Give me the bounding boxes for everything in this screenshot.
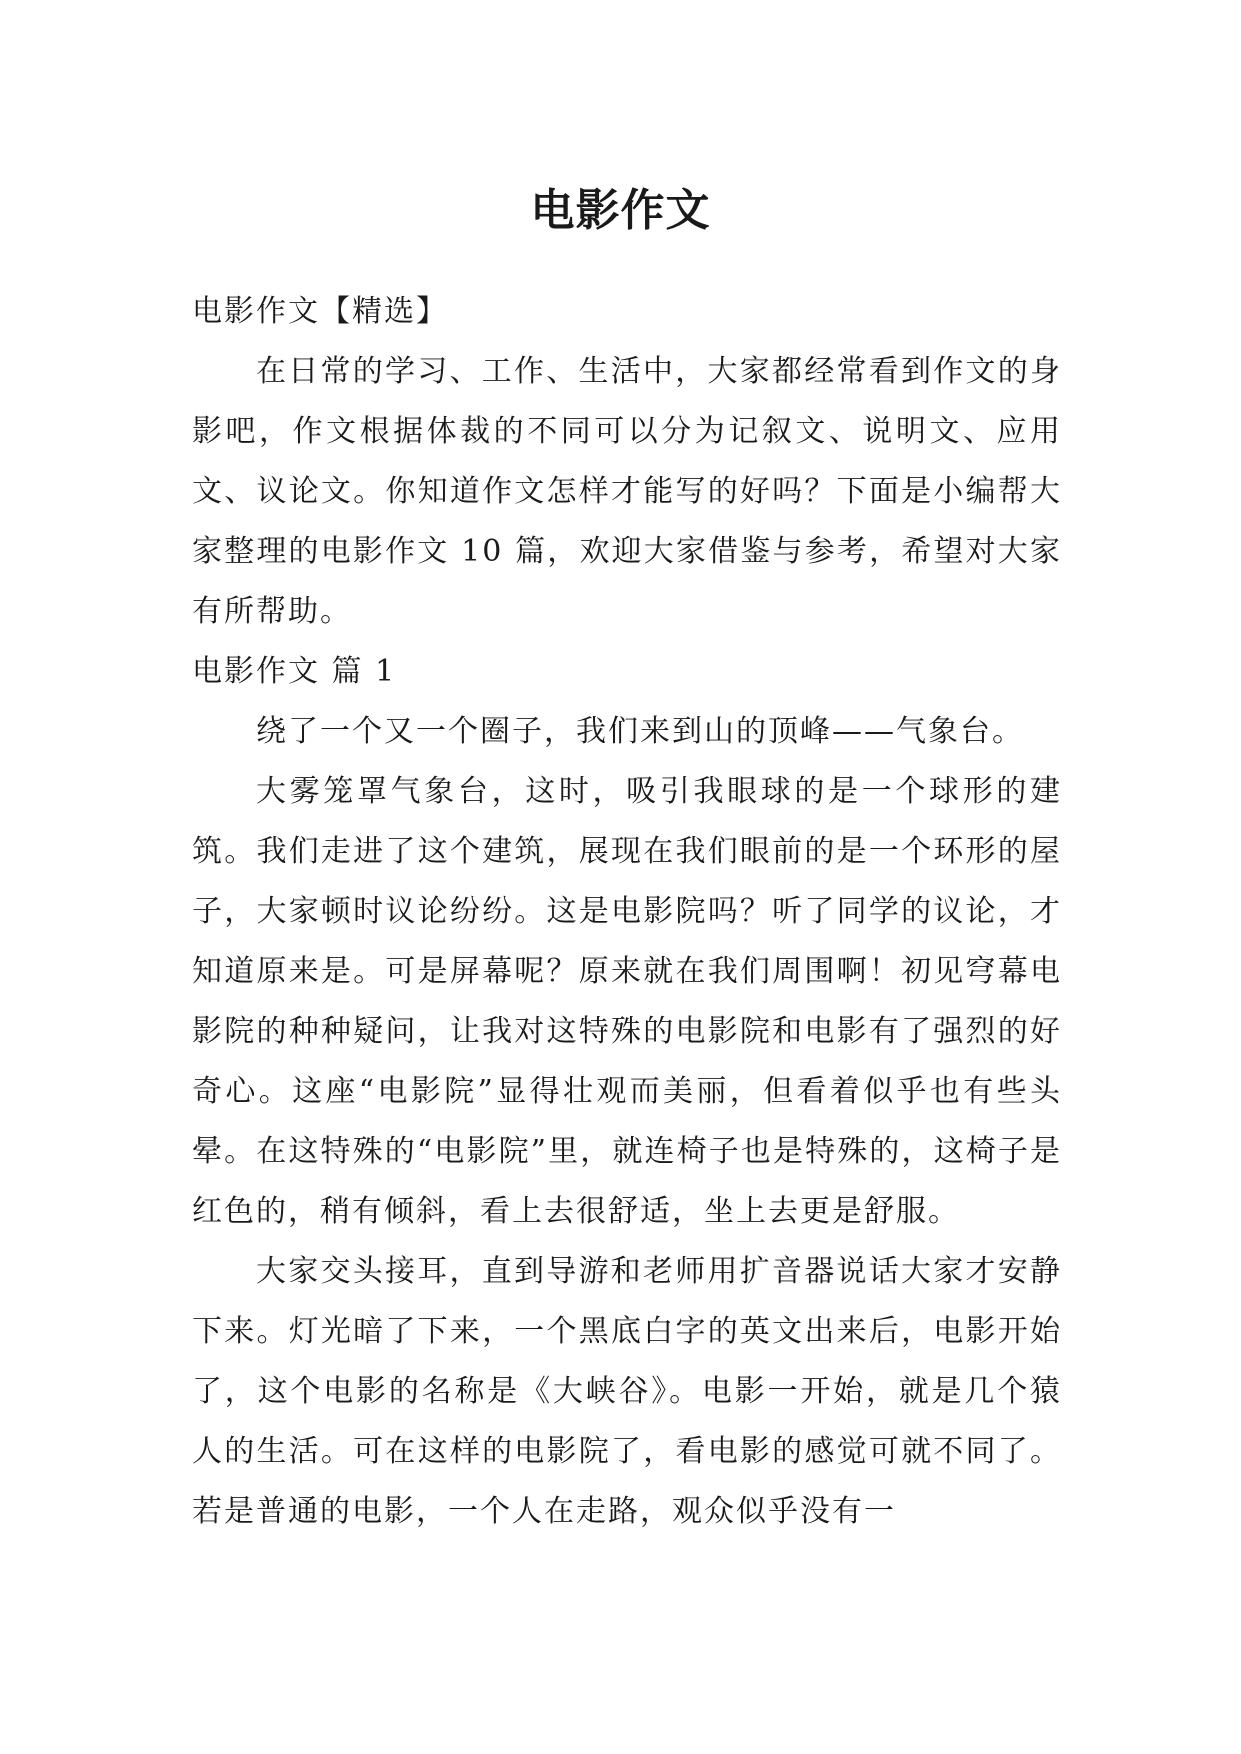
body-paragraph: 大雾笼罩气象台，这时，吸引我眼球的是一个球形的建筑。我们走进了这个建筑，展现在我们眼前的是一个环形的屋子，大家顿时议论纷纷。这是电影院吗？听了同学的议论，才知道原来是。可是屏幕呢？原来就在我们周围啊！初见穹幕电影院的种种疑问，让我对这特殊的电影院和电影有了强烈的好奇心。这座“电影院”显得壮观而美丽，但看着似乎也有些头晕。在这特殊的“电影院”里，就连椅子也是特殊的，这椅子是红色的，稍有倾斜，看上去很舒适，坐上去更是舒服。 xyxy=(192,774,1062,1229)
document-subtitle: 电影作文【精选】 xyxy=(192,294,448,329)
body-paragraph: 绕了一个又一个圈子，我们来到山的顶峰——气象台。 xyxy=(256,714,1024,749)
body-paragraph: 大家交头接耳，直到导游和老师用扩音器说话大家才安静下来。灯光暗了下来，一个黑底白字的英文出来后，电影开始了，这个电影的名称是《大峡谷》。电影一开始，就是几个猿人的生活。可在这样的电影院了，看电影的感觉可就不同了。若是普通的电影，一个人在走路，观众似乎没有一 xyxy=(192,1254,1062,1529)
document-title: 电影作文 xyxy=(530,185,711,237)
document-body xyxy=(192,282,1062,1542)
section-heading: 电影作文 篇 1 xyxy=(192,654,397,689)
intro-paragraph: 在日常的学习、工作、生活中，大家都经常看到作文的身影吧，作文根据体裁的不同可以分为记叙文、说明文、应用文、议论文。你知道作文怎样才能写的好吗？下面是小编帮大家整理的电影作文 10 篇，欢迎大家借鉴与参考，希望对大家有所帮助。 xyxy=(192,354,1062,629)
